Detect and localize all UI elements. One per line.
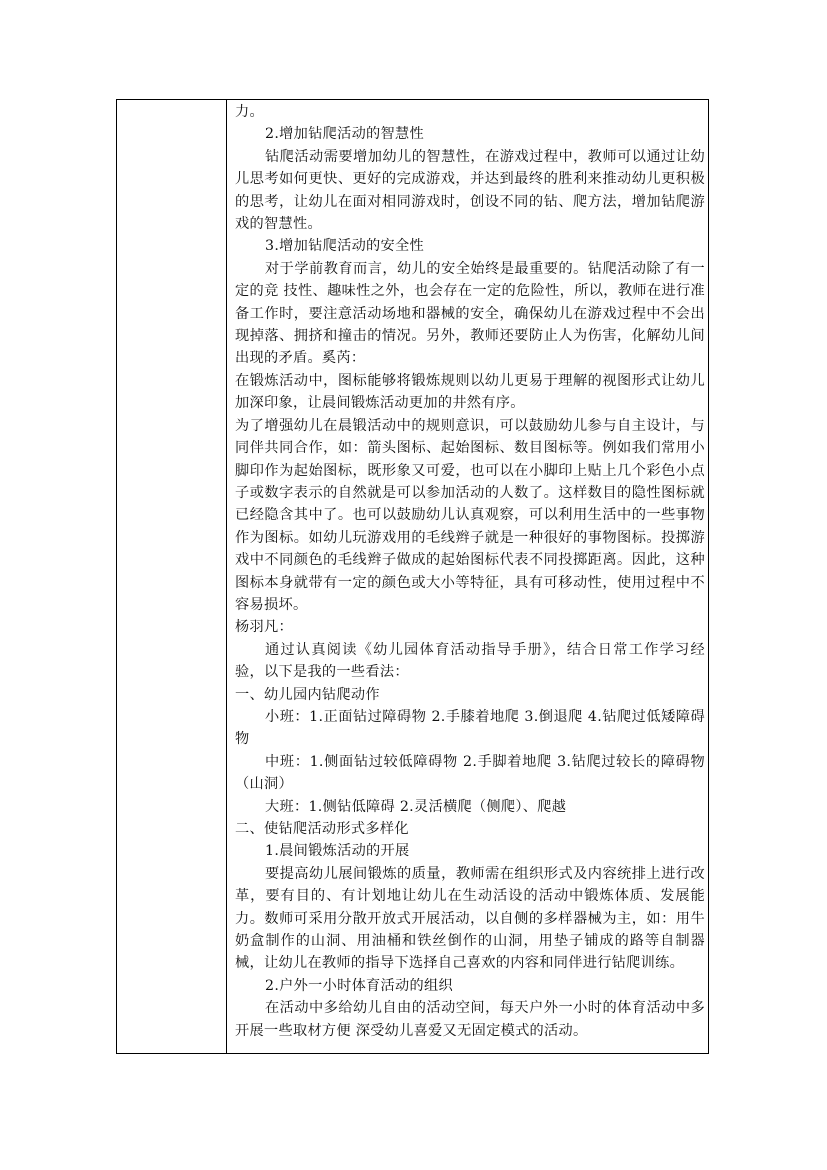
paragraph: 大班：1.侧钻低障碍 2.灵活横爬（侧爬）、爬越 — [265, 798, 567, 815]
section-heading: 3.增加钻爬活动的安全性 — [265, 238, 425, 255]
section-heading: 1.晨间锻炼活动的开展 — [265, 843, 410, 860]
paragraph: 为了增强幼儿在晨锻活动中的规则意识，可以鼓励幼儿参与自主设计，与同伴共同合作，如：箭头图标、起始图标、数目图标等。例如我们常用小脚印作为起始图标，既形象又可爱，也可以在小脚印上贴上几个彩色小点子或数字表示的自然就是可以参加活动的人数了。这样数目的隐性图标就已经隐含其中了。也可以鼓励幼儿认真观察，可以利用生活中的一些事物作为图标。如幼儿玩游戏用的毛线辫子就是一种很好的事物图标。投掷游戏中不同颜色的毛线辫子做成的起始图标代表不同投掷距离。因此，这种图标本身就带有一定的颜色或大小等特征，具有可移动性，使用过程中不容易损坏。 — [235, 417, 705, 613]
author-name: 杨羽凡： — [235, 619, 293, 636]
paragraph: 中班：1.侧面钻过较低障碍物 2.手脚着地爬 3.钻爬过较长的障碍物（山洞） — [235, 753, 705, 793]
section-heading: 2.户外一小时体育活动的组织 — [265, 977, 453, 994]
section-heading: 二、使钻爬活动形式多样化 — [235, 821, 409, 837]
paragraph: 通过认真阅读《幼儿园体育活动指导手册》，结合日常工作学习经验，以下是我的一些看法： — [235, 641, 705, 681]
paragraph: 钻爬活动需要增加幼儿的智慧性，在游戏过程中，教师可以通过让幼儿思考如何更快、更好的完成游戏，并达到最终的胜利来推动幼儿更积极的思考，让幼儿在面对相同游戏时，创设不同的钻、爬方法，增加钻爬游戏的智慧性。 — [235, 148, 705, 233]
content-table — [116, 99, 709, 1054]
paragraph: 在锻炼活动中，图标能够将锻炼规则以幼儿更易于理解的视图形式让幼儿加深印象，让晨间锻炼活动更加的井然有序。 — [235, 372, 705, 412]
paragraph: 对于学前教育而言，幼儿的安全始终是最重要的。钻爬活动除了有一定的竞 技性、趣味性之外，也会存在一定的危险性，所以，教师在进行准备工作时，要注意活动场地和器械的安全，确保幼儿在游戏过程中不会出现掉落、拥挤和撞击的情况。另外，教师还要防止人为伤害，化解幼儿间出现的矛盾。奚芮： — [235, 260, 705, 367]
table-left-cell — [117, 100, 227, 1053]
paragraph: 要提高幼儿展间锻炼的质量，教师需在组织形式及内容统排上进行改革，要有目的、有计划地让幼儿在生动活设的活动中锻炼体质、发展能力。数师可采用分散开放式开展活动，以自侧的多样器械为主，如：用牛奶盒制作的山洞、用油桶和铁丝倒作的山洞，用垫子铺成的路等自制器械，让幼儿在教师的指导下选择自己喜欢的内容和同伴进行钻爬训练。 — [235, 865, 705, 972]
section-heading: 一、幼儿园内钻爬动作 — [235, 686, 380, 703]
paragraph: 小班：1.正面钻过障碍物 2.手膝着地爬 3.倒退爬 4.钻爬过低矮障碍物 — [235, 708, 705, 748]
table-content-cell — [235, 100, 705, 1042]
section-heading: 2.增加钻爬活动的智慧性 — [265, 126, 425, 143]
paragraph: 在活动中多给幼儿自由的活动空间，每天户外一小时的体育活动中多开展一些取材方便 深受幼儿喜爱又无固定模式的活动。 — [235, 1000, 705, 1039]
paragraph: 力。 — [235, 104, 264, 120]
